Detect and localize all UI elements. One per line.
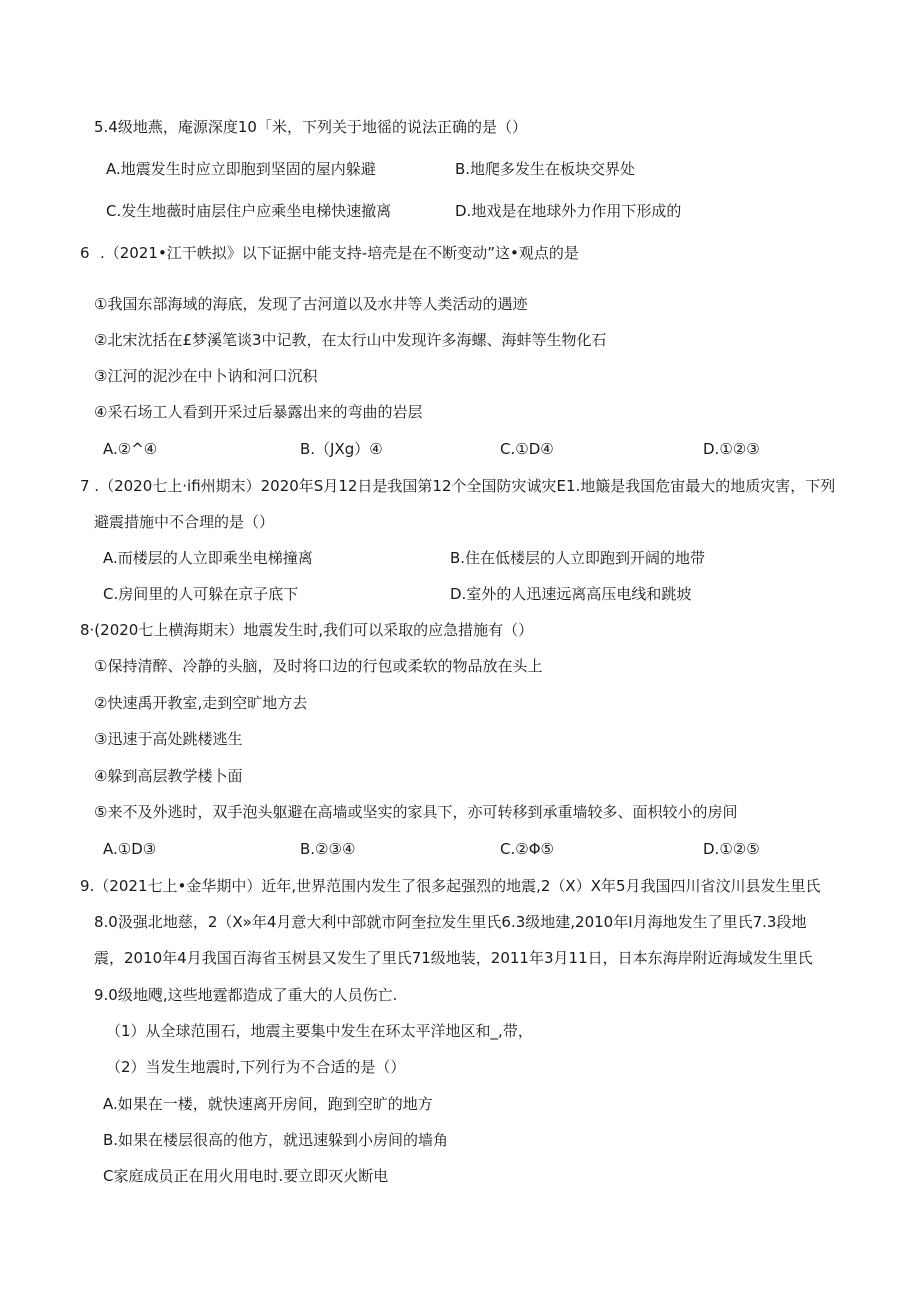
- q7-option-b: B.住在低楼层的人立即跑到开阔的地带: [450, 549, 706, 567]
- q6-statement-4: ④采石场工人看到开采过后暴露出来的弯曲的岩层: [94, 403, 423, 421]
- q6-statement-1: ①我国东部海域的海底，发现了古河道以及水井等人类活动的遇迹: [94, 295, 528, 313]
- q8-option-c: C.②Φ⑤: [500, 840, 554, 858]
- q5-option-c: C.发生地薇时庙层住户应乘坐电梯快速撤离: [106, 202, 392, 220]
- q9-stem-line1: 9.（2021七上•金华期中）近年,世界范围内发生了很多起强烈的地震,2（X）X年5月我国四川省汶川县发生里氏: [80, 877, 821, 895]
- q7-stem-line1: 7 .（2020七上·ifi州期末）2020年S月12日是我国第12个全国防灾诚灾E1.地簸是我国危宙最大的地质灾害，下列: [80, 477, 836, 495]
- q5-option-b: B.地爬多发生在板块交界处: [455, 160, 636, 178]
- q8-statement-2: ②快速禹开教室,走到空旷地方去: [94, 694, 308, 712]
- q8-statement-5: ⑤来不及外逃时，双手泡头躯避在高墙或坚实的家具下，亦可转移到承重墙较多、面枳较小的房间: [94, 803, 738, 821]
- q6-number: 6: [80, 244, 90, 262]
- q6-option-c: C.①D④: [500, 440, 554, 458]
- q6-stem: .（2021•江干帙拟》以下证据中能支持-培壳是在不断变动”这•观点的是: [100, 244, 579, 262]
- q9-stem-line3: 震，2010年4月我国百海省玉树县又发生了里氏71级地装，2011年3月11日，日本东海岸附近海域发生里氏: [94, 949, 813, 967]
- q5-option-d: D.地戏是在地球外力作用下形成的: [455, 202, 682, 220]
- q7-option-a: A.而楼层的人立即乘坐电梯撞离: [103, 549, 313, 567]
- q8-statement-1: ①保持清醉、冷静的头脑，及时将口边的行包或柔软的物品放在头上: [94, 657, 543, 675]
- q6-statement-3: ③江河的泥沙在中卜讷和河口沉积: [94, 367, 318, 385]
- q9-stem-line4: 9.0级地飕,这些地霆都造成了重大的人员伤亡.: [94, 986, 398, 1004]
- q8-stem: 8·(2020七上横海期末）地震发生时,我们可以采取的应急措施有（）: [80, 621, 534, 639]
- q8-option-a: A.①D③: [103, 840, 157, 858]
- q9-option-c: C家庭成员正在用火用电时.要立即灭火断电: [103, 1167, 389, 1185]
- q9-sub-question-1: （1）从全球范围石，地震主要集中发生在环太平洋地区和_,带，: [106, 1022, 533, 1040]
- q9-stem-line2: 8.0汲强北地慈，2（X»年4月意大利中部就市阿奎拉发生里氏6.3级地建,2010年I月海地发生了里氏7.3段地: [94, 913, 807, 931]
- q7-option-c: C.房间里的人可躲在京子底下: [103, 585, 299, 603]
- q8-statement-4: ④躲到高层教学楼卜面: [94, 767, 243, 785]
- q9-option-b: B.如果在楼层很高的他方，就迅速躲到小房间的墙角: [103, 1131, 449, 1149]
- q8-statement-3: ③迅速于高处跳楼逃生: [94, 730, 243, 748]
- q7-stem-line2: 避震措施中不合理的是（）: [94, 513, 275, 531]
- q6-option-a: A.②^④: [103, 440, 158, 458]
- q9-sub-question-2: （2）当发生地震时,下列行为不合适的是（）: [106, 1058, 406, 1076]
- q8-option-b: B.②③④: [300, 840, 356, 858]
- q6-option-b: B.（JXg）④: [300, 440, 383, 458]
- q5-option-a: A.地震发生时应立即胞到坚固的屋内躲避: [106, 160, 376, 178]
- q5-stem: 5.4级地燕，庵源深度10「米，下列关于地徭的说法正确的是（）: [94, 118, 527, 136]
- q9-option-a: A.如果在一楼，就快速离开房间，跑到空旷的地方: [103, 1095, 433, 1113]
- q8-option-d: D.①②⑤: [703, 840, 760, 858]
- q6-statement-2: ②北宋沈括在£梦溪笔谈3中记教，在太行山中发现许多海螺、海蚌等生物化石: [94, 331, 607, 349]
- q7-option-d: D.室外的人迅速远离高压电线和跳坡: [450, 585, 692, 603]
- q6-option-d: D.①②③: [703, 440, 760, 458]
